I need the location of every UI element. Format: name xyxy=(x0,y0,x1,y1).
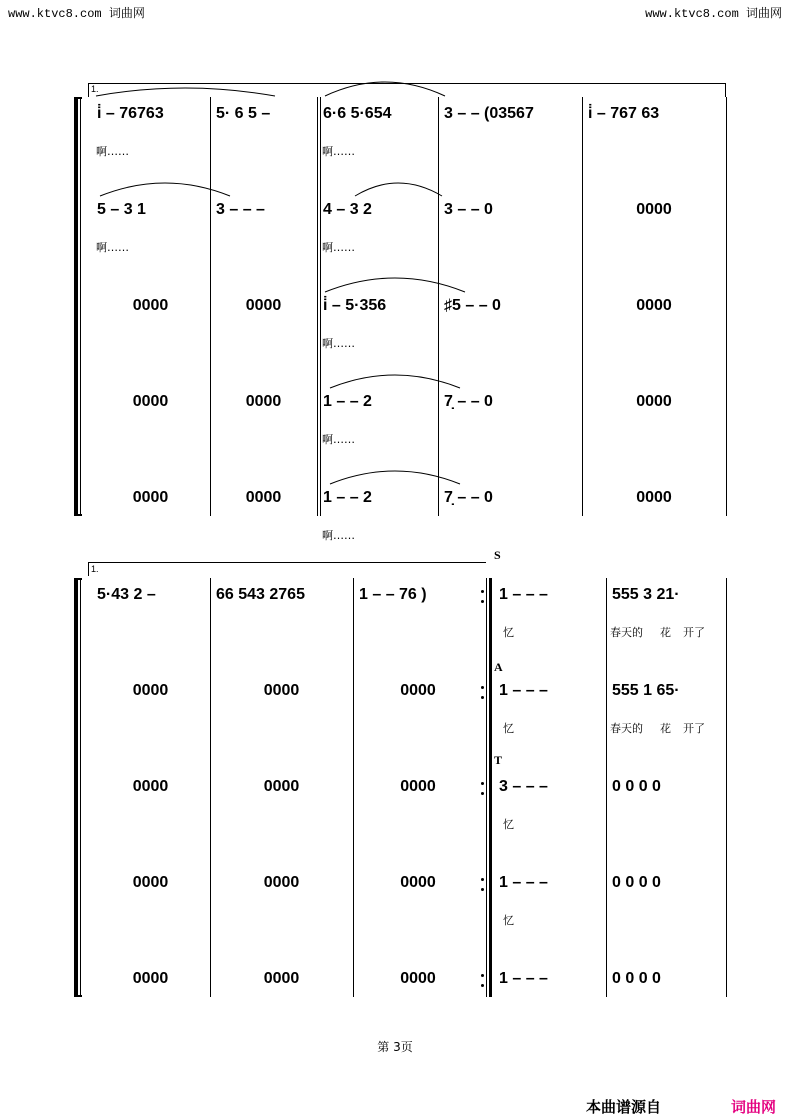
measure: 0 0 0 0 xyxy=(612,874,661,891)
lyric: 啊…… xyxy=(322,337,355,350)
measure: 0000 xyxy=(245,297,282,314)
measure: 3 – – 0 xyxy=(444,201,493,218)
measure: 0000 xyxy=(132,778,169,795)
measure: 0000 xyxy=(263,682,300,699)
measure: 7̣ – – 0 xyxy=(444,489,493,506)
lyric: 开了 xyxy=(683,722,705,735)
measure: 66 543 2765 xyxy=(216,586,305,603)
measure: 0000 xyxy=(400,682,436,699)
slur xyxy=(325,278,465,292)
measure: 1 – – 2 xyxy=(323,489,372,506)
part-label: T xyxy=(494,753,503,767)
measure: 0000 xyxy=(132,970,169,987)
measure: 0000 xyxy=(245,489,282,506)
measure: 1 – – – xyxy=(499,874,548,891)
footer-brand[interactable]: 词曲网 xyxy=(731,1098,777,1116)
slur xyxy=(100,183,230,196)
header-brand-right: 词曲网 xyxy=(745,6,782,20)
measure: 0000 xyxy=(636,489,672,506)
measure: 0 0 0 0 xyxy=(612,970,661,987)
measure: 7̣ – – 0 xyxy=(444,393,493,410)
measure: 0000 xyxy=(132,682,169,699)
measure: 6·6 5·654 xyxy=(323,105,392,122)
measure: 1 – – 76 ) xyxy=(359,586,427,603)
slur xyxy=(330,471,460,484)
measure: 0 0 0 0 xyxy=(612,778,661,795)
measure: 0000 xyxy=(132,489,169,506)
measure: 0000 xyxy=(400,970,436,987)
slur xyxy=(355,183,442,196)
measure: 0000 xyxy=(132,874,169,891)
measure: 1 – – – xyxy=(499,970,548,987)
measure: i̇ – 767 63 xyxy=(588,105,660,122)
measure: 555 3 21· xyxy=(612,586,680,603)
measure: ♯5 – – 0 xyxy=(444,297,501,314)
lyric: 啊…… xyxy=(96,145,129,158)
page-number: 第 3页 xyxy=(377,1040,413,1054)
lyric: 忆 xyxy=(503,626,514,639)
measure: 555 1 65· xyxy=(612,682,680,699)
header-url-right[interactable]: www.ktvc8.com xyxy=(645,7,739,21)
lyric: 忆 xyxy=(503,722,514,735)
lyric: 啊…… xyxy=(322,433,355,446)
lyric: 花 xyxy=(660,626,671,639)
measure: 0000 xyxy=(400,874,436,891)
lyric: 啊…… xyxy=(322,145,355,158)
measure: 5· 6 5 – xyxy=(216,105,271,122)
header-brand-left: 词曲网 xyxy=(108,6,145,20)
measure: 0000 xyxy=(636,201,672,218)
measure: 0000 xyxy=(636,393,672,410)
measure: 3 – – (03567 xyxy=(444,105,534,122)
lyric: 啊…… xyxy=(322,241,355,254)
measure: 5 – 3 1 xyxy=(97,201,146,218)
lyric: 忆 xyxy=(503,818,514,831)
measure: 1 – – – xyxy=(499,586,548,603)
measure: 0000 xyxy=(263,874,300,891)
measure: 1 – – – xyxy=(499,682,548,699)
lyric: 花 xyxy=(660,722,671,735)
measure: 0000 xyxy=(245,393,282,410)
slur xyxy=(330,375,460,388)
volta-number: 1. xyxy=(91,564,99,574)
part-label: A xyxy=(494,660,503,674)
measure: 4 – 3 2 xyxy=(323,201,372,218)
measure: i̇ – 5·356 xyxy=(323,297,387,314)
lyric: 啊…… xyxy=(96,241,129,254)
measure: 0000 xyxy=(132,297,169,314)
measure: 0000 xyxy=(400,778,436,795)
measure: 1 – – 2 xyxy=(323,393,372,410)
part-label: S xyxy=(494,548,501,562)
measure: 0000 xyxy=(132,393,169,410)
measure: 5·43 2 – xyxy=(97,586,156,603)
slur xyxy=(96,88,275,96)
slur xyxy=(325,82,445,96)
measure: 0000 xyxy=(263,778,300,795)
measure: 3 – – – xyxy=(216,201,265,218)
header-url-left[interactable]: www.ktvc8.com xyxy=(8,7,102,21)
measure: 0000 xyxy=(263,970,300,987)
measure: i̇ – 76763 xyxy=(97,105,164,122)
lyric: 开了 xyxy=(683,626,705,639)
measure: 0000 xyxy=(636,297,672,314)
measure: 3 – – – xyxy=(499,778,548,795)
lyric: 春天的 xyxy=(610,722,643,735)
volta-number: 1. xyxy=(91,84,99,94)
lyric: 啊…… xyxy=(322,529,355,542)
lyric: 忆 xyxy=(503,914,514,927)
lyric: 春天的 xyxy=(610,626,643,639)
footer-source-label: 本曲谱源自 xyxy=(586,1098,662,1116)
